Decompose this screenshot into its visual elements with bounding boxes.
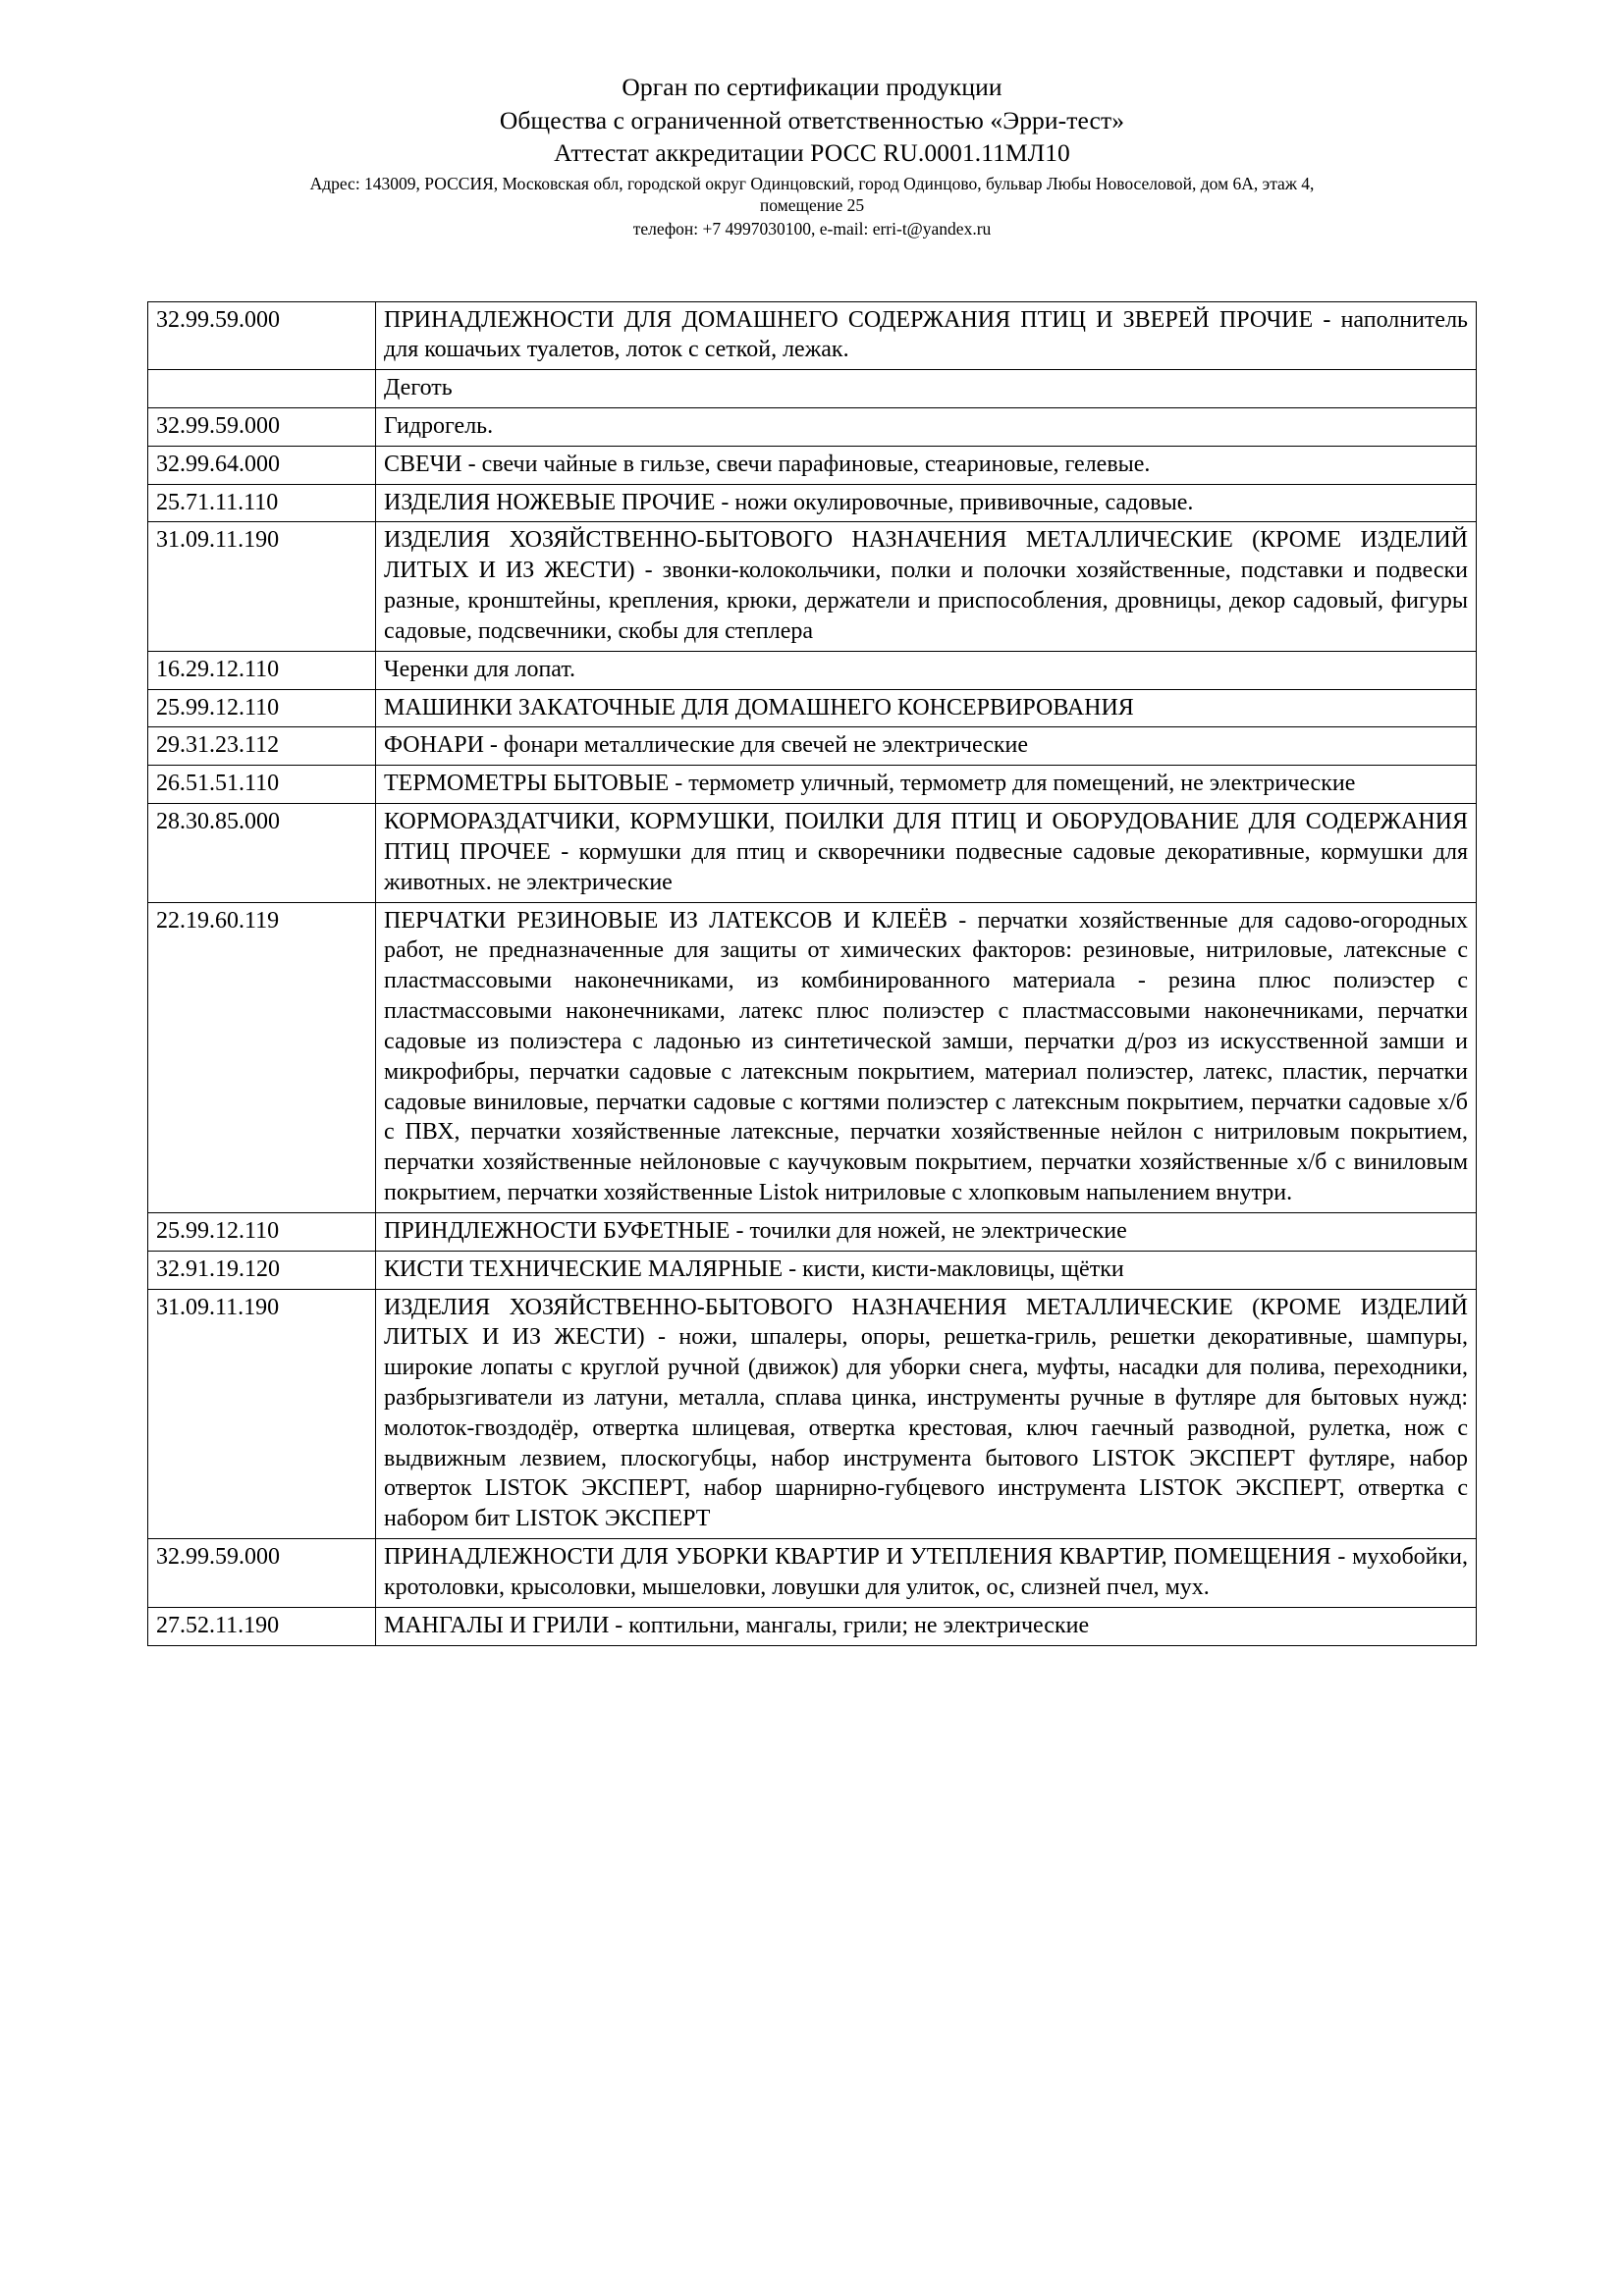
row-code: 32.91.19.120 xyxy=(148,1251,376,1289)
row-description: КИСТИ ТЕХНИЧЕСКИЕ МАЛЯРНЫЕ - кисти, кисти-макловицы, щётки xyxy=(376,1251,1477,1289)
row-description: ПРИНАДЛЕЖНОСТИ ДЛЯ УБОРКИ КВАРТИР И УТЕПЛЕНИЯ КВАРТИР, ПОМЕЩЕНИЯ - мухобойки, кротоловки, крысоловки, мышеловки, ловушки для улиток, ос, слизней пчел, мух. xyxy=(376,1539,1477,1608)
row-description: МАНГАЛЫ И ГРИЛИ - коптильни, мангалы, грили; не электрические xyxy=(376,1607,1477,1645)
row-code: 25.99.12.110 xyxy=(148,689,376,727)
row-code: 25.71.11.110 xyxy=(148,484,376,522)
row-description: ПЕРЧАТКИ РЕЗИНОВЫЕ ИЗ ЛАТЕКСОВ И КЛЕЁВ - перчатки хозяйственные для садово-огородных работ, не предназначенные для защиты от химических факторов: резиновые, нитриловые, латексные с пластмассовыми наконечниками, из комбинированного материала - резина плюс полиэстер с пластмассовыми наконечниками, латекс плюс полиэстер с пластмассовыми наконечниками, перчатки садовые из полиэстера с ладонью из синтетической замши, перчатки д/роз из искусственной замши и микрофибры, перчатки садовые с латексным покрытием, материал полиэстер, латекс, пластик, перчатки садовые виниловые, перчатки садовые с когтями полиэстер с латексным покрытием, перчатки садовые х/б с ПВХ, перчатки хозяйственные латексные, перчатки хозяйственные нейлон с нитриловым покрытием, перчатки хозяйственные нейлоновые с каучуковым покрытием, перчатки хозяйственные х/б с виниловым покрытием, перчатки хозяйственные Listok нитриловые с хлопковым напылением внутри. xyxy=(376,902,1477,1212)
row-description: ПРИНАДЛЕЖНОСТИ ДЛЯ ДОМАШНЕГО СОДЕРЖАНИЯ ПТИЦ И ЗВЕРЕЙ ПРОЧИЕ - наполнитель для кошачьих туалетов, лоток с сеткой, лежак. xyxy=(376,301,1477,370)
table-row xyxy=(148,1251,1477,1289)
row-code: 32.99.59.000 xyxy=(148,407,376,446)
document-header xyxy=(147,71,1477,240)
table-row xyxy=(148,370,1477,408)
row-code: 28.30.85.000 xyxy=(148,804,376,902)
table-row xyxy=(148,522,1477,651)
row-description: Гидрогель. xyxy=(376,407,1477,446)
row-description: ИЗДЕЛИЯ ХОЗЯЙСТВЕННО-БЫТОВОГО НАЗНАЧЕНИЯ МЕТАЛЛИЧЕСКИЕ (КРОМЕ ИЗДЕЛИЙ ЛИТЫХ И ИЗ ЖЕСТИ) - ножи, шпалеры, опоры, решетка-гриль, решетки декоративные, шампуры, широкие лопаты с круглой ручной (движок) для уборки снега, муфты, насадки для полива, переходники, разбрызгиватели из латуни, металла, сплава цинка, инструменты ручные в футляре для бытовых нужд: молоток-гвоздодёр, отвертка шлицевая, отвертка крестовая, ключ гаечный разводной, рулетка, нож с выдвижным лезвием, плоскогубцы, набор инструмента бытового LISTOK ЭКСПЕРТ футляре, набор отверток LISTOK ЭКСПЕРТ, набор шарнирно-губцевого инструмента LISTOK ЭКСПЕРТ, отвертка с набором бит LISTOK ЭКСПЕРТ xyxy=(376,1289,1477,1539)
row-code: 27.52.11.190 xyxy=(148,1607,376,1645)
header-contacts: телефон: +7 4997030100, e-mail: erri-t@yandex.ru xyxy=(632,218,992,239)
row-code: 29.31.23.112 xyxy=(148,727,376,766)
row-code: 32.99.59.000 xyxy=(148,1539,376,1608)
row-description: ИЗДЕЛИЯ НОЖЕВЫЕ ПРОЧИЕ - ножи окулировочные, прививочные, садовые. xyxy=(376,484,1477,522)
row-description: ПРИНДЛЕЖНОСТИ БУФЕТНЫЕ - точилки для ножей, не электрические xyxy=(376,1212,1477,1251)
product-codes-table xyxy=(147,301,1477,1646)
table-row xyxy=(148,1607,1477,1645)
header-accreditation-line: Аттестат аккредитации РОСС RU.0001.11МЛ10 xyxy=(554,138,1070,168)
row-description: КОРМОРАЗДАТЧИКИ, КОРМУШКИ, ПОИЛКИ ДЛЯ ПТИЦ И ОБОРУДОВАНИЕ ДЛЯ СОДЕРЖАНИЯ ПТИЦ ПРОЧЕЕ - кормушки для птиц и скворечники подвесные садовые декоративные, кормушки для животных. не электрические xyxy=(376,804,1477,902)
table-row xyxy=(148,727,1477,766)
row-code: 16.29.12.110 xyxy=(148,651,376,689)
row-code: 31.09.11.190 xyxy=(148,522,376,651)
row-description: ИЗДЕЛИЯ ХОЗЯЙСТВЕННО-БЫТОВОГО НАЗНАЧЕНИЯ МЕТАЛЛИЧЕСКИЕ (КРОМЕ ИЗДЕЛИЙ ЛИТЫХ И ИЗ ЖЕСТИ) - звонки-колокольчики, полки и полочки хозяйственные, подставки и подвески разные, кронштейны, крепления, крюки, держатели и приспособления, дровницы, декор садовый, фигуры садовые, подсвечники, скобы для степлера xyxy=(376,522,1477,651)
table-row xyxy=(148,804,1477,902)
table-row xyxy=(148,902,1477,1212)
table-row xyxy=(148,484,1477,522)
row-code: 25.99.12.110 xyxy=(148,1212,376,1251)
table-row xyxy=(148,407,1477,446)
row-description: МАШИНКИ ЗАКАТОЧНЫЕ ДЛЯ ДОМАШНЕГО КОНСЕРВИРОВАНИЯ xyxy=(376,689,1477,727)
table-row xyxy=(148,1212,1477,1251)
row-code: 32.99.64.000 xyxy=(148,446,376,484)
row-code xyxy=(148,370,376,408)
header-organization-line1: Орган по сертификации продукции xyxy=(622,73,1002,101)
row-code: 32.99.59.000 xyxy=(148,301,376,370)
header-organization-line2: Общества с ограниченной ответственностью «Эрри-тест» xyxy=(499,105,1125,134)
row-description: ТЕРМОМЕТРЫ БЫТОВЫЕ - термометр уличный, термометр для помещений, не электрические xyxy=(376,766,1477,804)
table-body xyxy=(148,301,1477,1645)
row-description: Черенки для лопат. xyxy=(376,651,1477,689)
header-address-second-line: помещение 25 xyxy=(759,195,865,216)
row-code: 22.19.60.119 xyxy=(148,902,376,1212)
table-row xyxy=(148,301,1477,370)
table-row xyxy=(148,689,1477,727)
row-description: СВЕЧИ - свечи чайные в гильзе, свечи парафиновые, стеариновые, гелевые. xyxy=(376,446,1477,484)
table-row xyxy=(148,651,1477,689)
row-code: 26.51.51.110 xyxy=(148,766,376,804)
table-row xyxy=(148,1539,1477,1608)
table-row xyxy=(148,766,1477,804)
row-description: Деготь xyxy=(376,370,1477,408)
row-description: ФОНАРИ - фонари металлические для свечей не электрические xyxy=(376,727,1477,766)
table-row xyxy=(148,1289,1477,1539)
row-code: 31.09.11.190 xyxy=(148,1289,376,1539)
table-row xyxy=(148,446,1477,484)
header-address: Адрес: 143009, РОССИЯ, Московская обл, городской округ Одинцовский, город Одинцово, бульвар Любы Новоселовой, дом 6А, этаж 4, xyxy=(309,173,1315,193)
